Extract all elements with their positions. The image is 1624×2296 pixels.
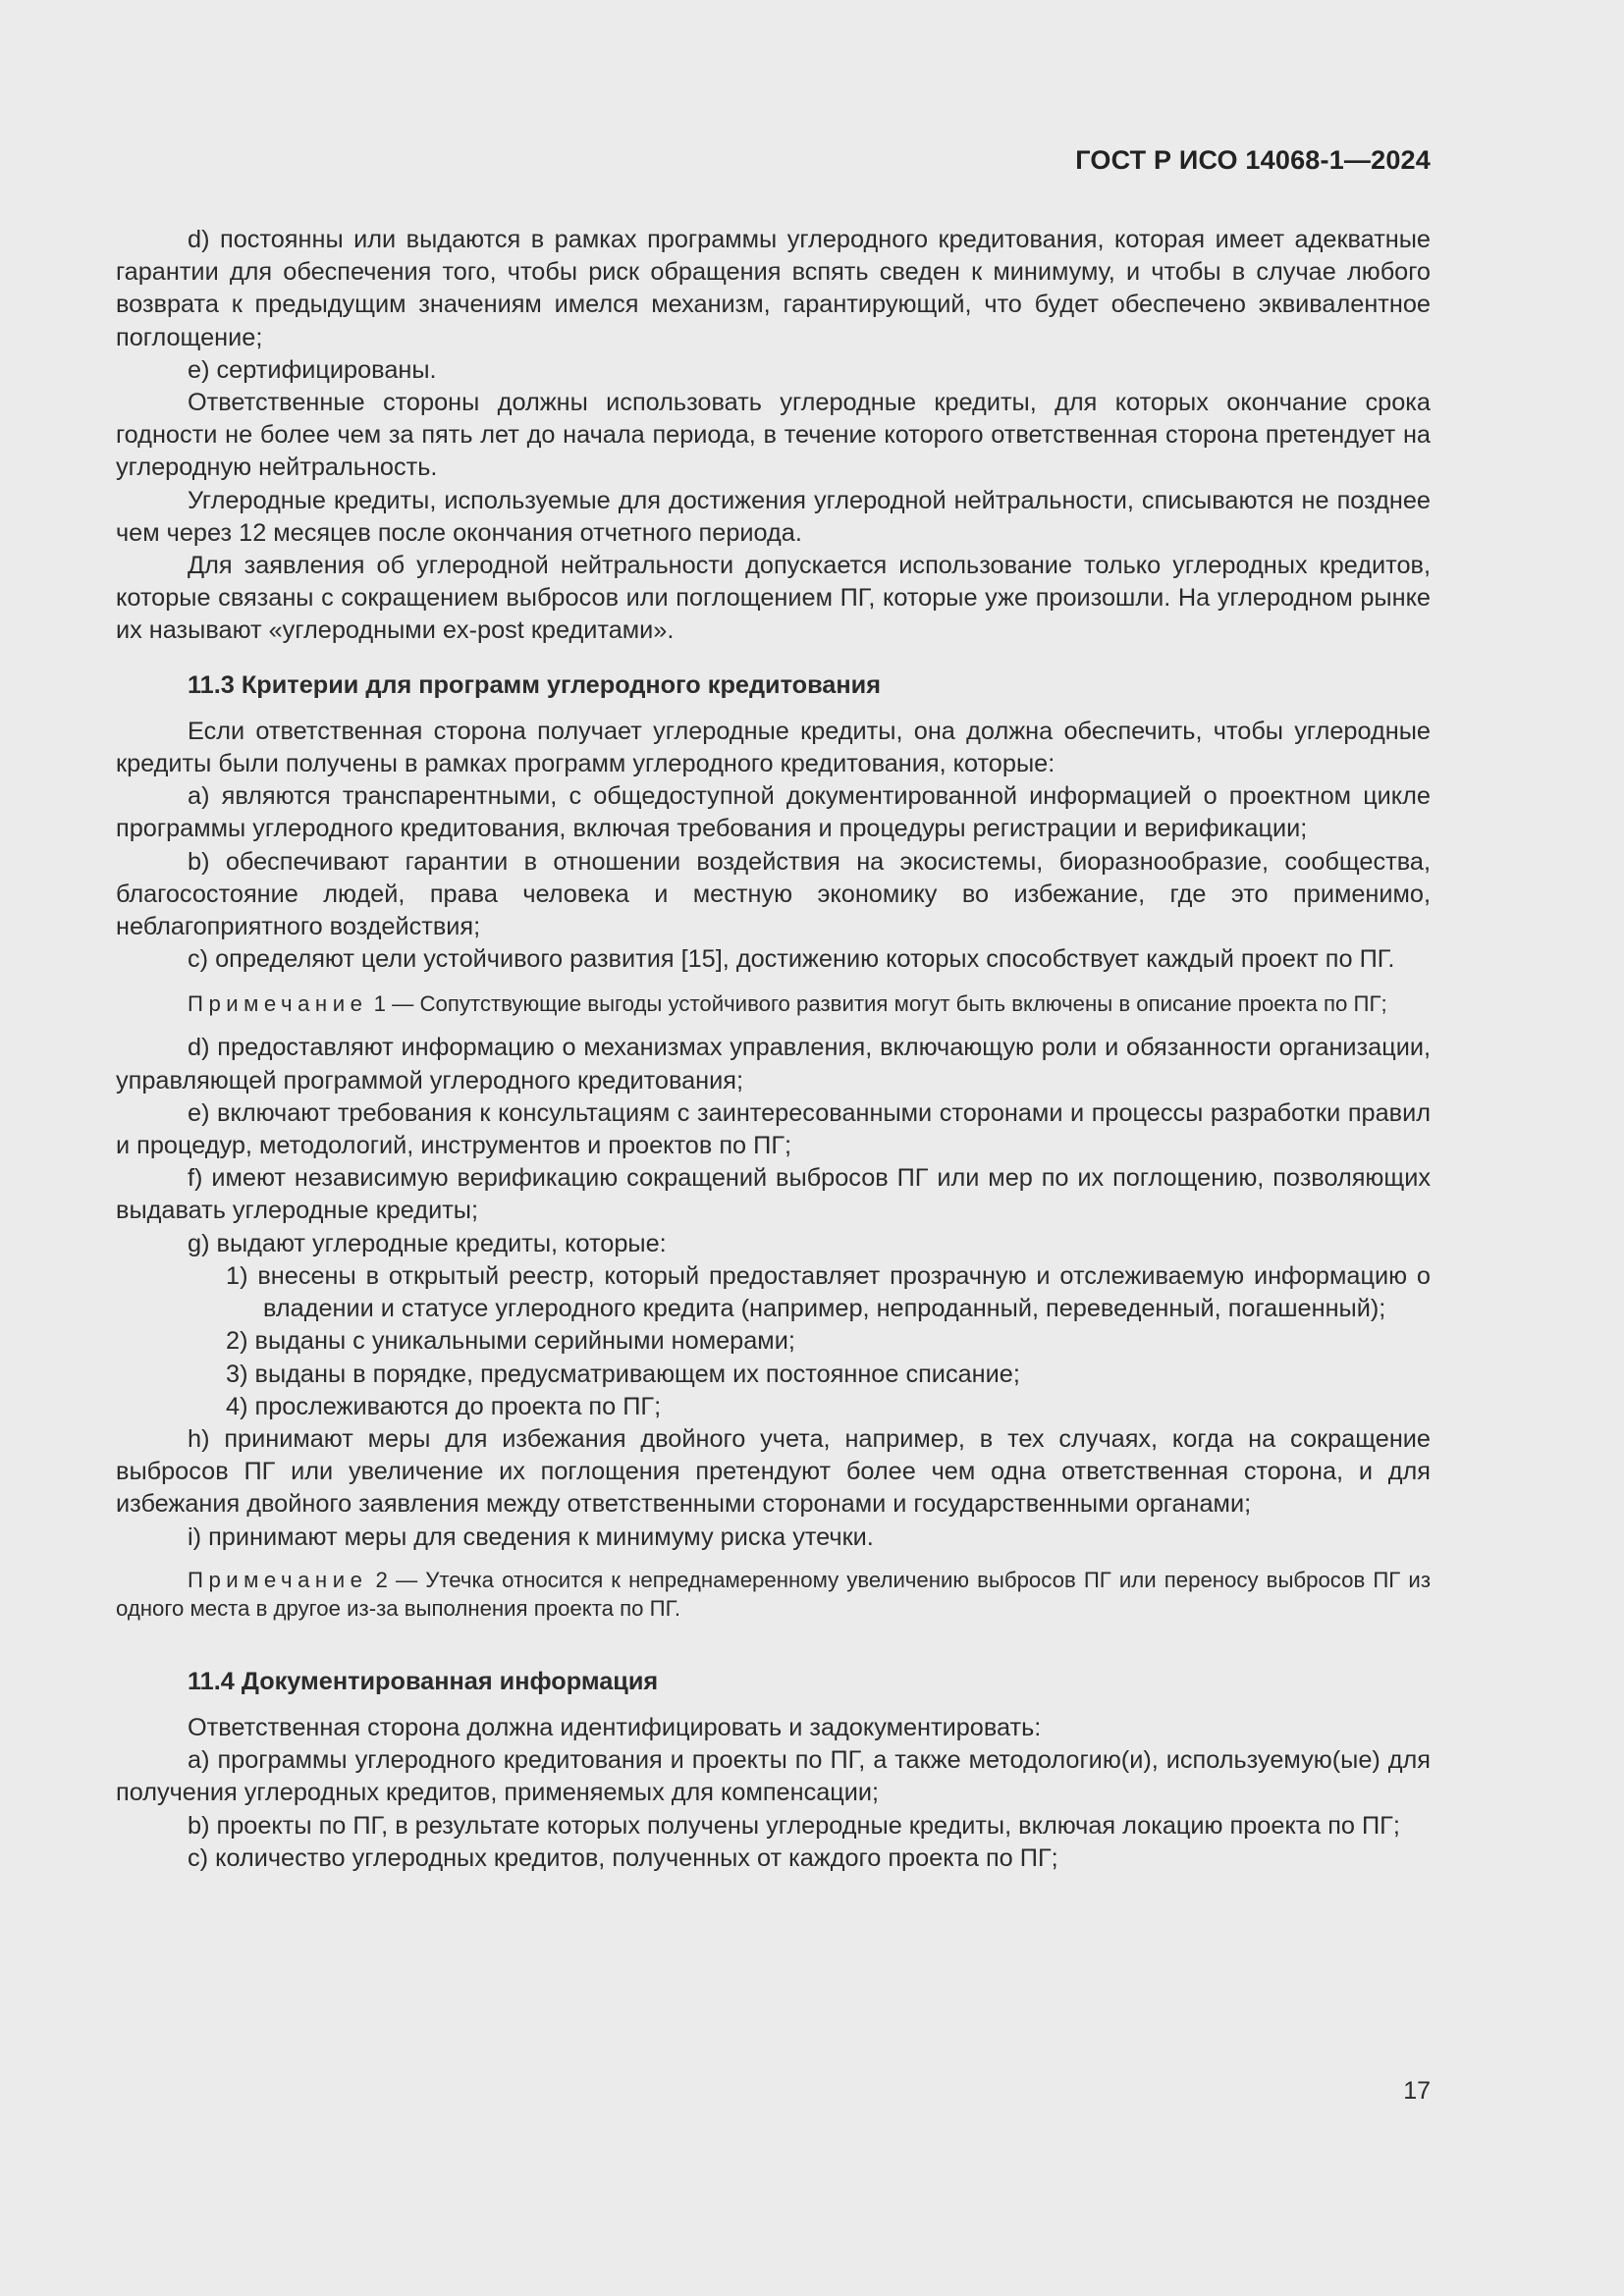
paragraph: Ответственная сторона должна идентифицировать и задокументировать: — [188, 1713, 1042, 1741]
list-item-b: b) обеспечивают гарантии в отношении воздействия на экосистемы, биоразнообразие, сообщества, благосостояние людей, права человека и местную экономику во избежание, где это применимо, неблагоприятного воздействия; — [116, 847, 1431, 941]
list-item-a: a) являются транспарентными, с общедоступной документированной информацией о проектном цикле программы углеродного кредитования, включая требования и процедуры регистрации и верификации; — [116, 782, 1431, 843]
sub-item-3: 3) выданы в порядке, предусматривающем их постоянное списание; — [226, 1360, 1020, 1388]
note-1 — [116, 989, 1431, 1018]
paragraph: Если ответственная сторона получает углеродные кредиты, она должна обеспечить, чтобы углеродные кредиты были получены в рамках программ углеродного кредитования, которые: — [116, 717, 1431, 778]
list-item-e: e) включают требования к консультациям с заинтересованными сторонами и процессы разработки правил и процедур, методологий, инструментов и проектов по ПГ; — [116, 1098, 1431, 1160]
list-item-c: c) определяют цели устойчивого развития [15], достижению которых способствует каждый проект по ПГ. — [188, 945, 1395, 974]
note-2 — [116, 1566, 1431, 1623]
sub-item-4: 4) прослеживаются до проекта по ПГ; — [226, 1392, 662, 1420]
paragraph: Для заявления об углеродной нейтральности допускается использование только углеродных кредитов, которые связаны с сокращением выбросов или поглощением ПГ, которые уже произошли. На углеродном рынке их называют «углеродными ex-post кредитами». — [116, 552, 1431, 645]
page-number: 17 — [1403, 2077, 1431, 2105]
sub-item-1: 1) внесены в открытый реестр, который предоставляет прозрачную и отслеживаемую информацию о владении и статусе углеродного кредита (например, непроданный, переведенный, погашенный); — [226, 1261, 1431, 1323]
document-header: ГОСТ Р ИСО 14068-1—2024 — [1075, 145, 1431, 175]
sub-item-2: 2) выданы с уникальными серийными номерами; — [226, 1327, 795, 1356]
list-item-f: f) имеют независимую верификацию сокращений выбросов ПГ или мер по их поглощению, позволяющих выдавать углеродные кредиты; — [116, 1164, 1431, 1225]
document-body — [116, 224, 1431, 1875]
list-item-d: d) предоставляют информацию о механизмах управления, включающую роли и обязанности организации, управляющей программой углеродного кредитования; — [116, 1034, 1431, 1095]
note-label: Примечание — [188, 1567, 368, 1592]
note-text: 1 — Сопутствующие выгоды устойчивого развития могут быть включены в описание проекта по ПГ; — [367, 991, 1387, 1017]
paragraph: Углеродные кредиты, используемые для достижения углеродной нейтральности, списываются не позднее чем через 12 месяцев после окончания отчетного периода. — [116, 486, 1431, 547]
section-heading-11-4: 11.4 Документированная информация — [188, 1667, 659, 1695]
paragraph: Ответственные стороны должны использовать углеродные кредиты, для которых окончание срока годности не более чем за пять лет до начала периода, в течение которого ответственная сторона претендует на углеродную нейтральность. — [116, 389, 1431, 482]
list-item-d: d) постоянны или выдаются в рамках программы углеродного кредитования, которая имеет адекватные гарантии для обеспечения того, чтобы риск обращения вспять сведен к минимуму, и чтобы в случае любого возврата к предыдущим значениям имелся механизм, гарантирующий, что будет обеспечено эквивалентное поглощение; — [116, 226, 1431, 351]
list-item-i: i) принимают меры для сведения к минимуму риска утечки. — [188, 1522, 874, 1551]
list-item-b: b) проекты по ПГ, в результате которых получены углеродные кредиты, включая локацию проекта по ПГ; — [188, 1811, 1400, 1840]
section-heading-11-3: 11.3 Критерии для программ углеродного кредитования — [188, 670, 881, 699]
list-item-e: e) сертифицированы. — [188, 355, 437, 384]
list-item-a: a) программы углеродного кредитования и проекты по ПГ, а также методологию(и), используемую(ые) для получения углеродных кредитов, применяемых для компенсации; — [116, 1746, 1431, 1807]
list-item-c: c) количество углеродных кредитов, полученных от каждого проекта по ПГ; — [188, 1843, 1058, 1872]
list-item-g: g) выдают углеродные кредиты, которые: — [188, 1229, 667, 1257]
note-text: 2 — Утечка относится к непреднамеренному увеличению выбросов ПГ или переносу выбросов ПГ из одного места в другое из-за выполнения проекта по ПГ. — [116, 1567, 1431, 1621]
list-item-h: h) принимают меры для избежания двойного учета, например, в тех случаях, когда на сокращение выбросов ПГ или увеличение их поглощения претендуют более чем одна ответственная сторона, и для избежания двойного заявления между ответственными сторонами и государственными органами; — [116, 1424, 1431, 1519]
note-label: Примечание — [188, 991, 368, 1017]
